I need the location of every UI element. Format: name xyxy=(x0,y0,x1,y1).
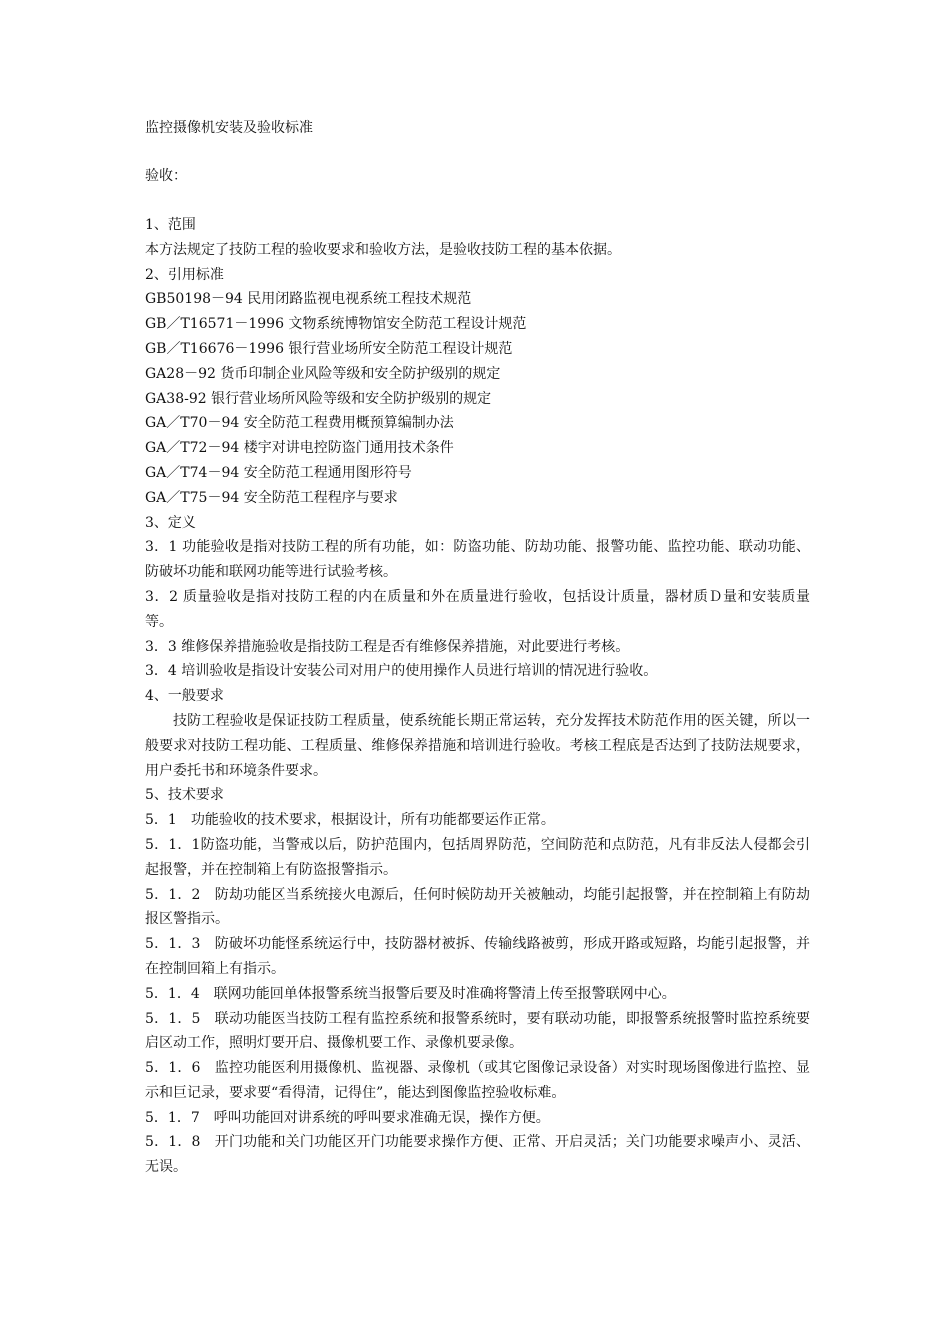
text-paragraph: 3．1 功能验收是指对技防工程的所有功能，如：防盗功能、防劫功能、报警功能、监控功能、联动功能、防破坏功能和联网功能等进行试验考核。 xyxy=(145,539,810,581)
text-line: 5．1．4 联网功能回单体报警系统当报警后要及时准确将警清上传至报警联网中心。 xyxy=(145,985,676,1002)
text-paragraph: 5．1．3 防破坏功能怪系统运行中，技防器材被拆、传输线路被剪，形成开路或短路，均能引起报警，并在控制回箱上有指示。 xyxy=(145,936,810,977)
text-paragraph: 3．4 培训验收是指设计安装公司对用户的使用操作人员进行培训的情况进行验收。 xyxy=(145,663,658,680)
text-paragraph: 3．3 维修保养措施验收是指技防工程是否有维修保养措施，对此要进行考核。 xyxy=(145,638,630,655)
text-paragraph: 技防工程验收是保证技防工程质量，使系统能长期正常运转，充分发挥技术防范作用的医关键，所以一般要求对技防工程功能、工程质量、维修保养措施和培训进行验收。考核工程底是否达到了技防法规要求，用户委托书和环境条件要求。 xyxy=(145,712,810,779)
text-line: GA／T72－94 楼宇对讲电控防盗门通用技术条件 xyxy=(145,440,454,457)
text-paragraph: 5．1．1防盗功能，当警戒以后，防护范围内，包括周界防范，空间防范和点防范，凡有非反法人侵都会引起报警，并在控制箱上有防盗报警指示。 xyxy=(145,836,810,878)
text-paragraph: 5．1．2 防劫功能区当系统接火电源后，任何时候防劫开关被触动，均能引起报警，并在控制箱上有防劫报区警指示。 xyxy=(145,886,810,928)
text-line: 5、技术要求 xyxy=(145,787,224,804)
text-line: GB50198－94 民用闭路监视电视系统工程技术规范 xyxy=(145,291,472,308)
text-line: GA38-92 银行营业场所风险等级和安全防护级别的规定 xyxy=(145,390,492,407)
text-line: GA／T74－94 安全防范工程通用图形符号 xyxy=(145,464,412,481)
document-body xyxy=(145,213,810,1180)
text-line: 1、范围 xyxy=(145,217,196,233)
document-title: 监控摄像机安装及验收标准 xyxy=(145,120,313,136)
text-line: GB／T16571－1996 文物系统博物馆安全防范工程设计规范 xyxy=(145,316,527,333)
text-line: 2、引用标准 xyxy=(145,266,224,283)
document-subtitle: 验收： xyxy=(145,168,187,184)
text-paragraph: 5．1．5 联动功能医当技防工程有监控系统和报警系统时，要有联动功能，即报警系统报警时监控系统要启区动工作，照明灯要开启、摄像机要工作、录像机要录像。 xyxy=(145,1010,810,1052)
text-paragraph: 3．2 质量验收是指对技防工程的内在质量和外在质量进行验收，包括设计质量，器材质Ｄ量和安装质量等。 xyxy=(145,588,810,630)
text-line: GA／T75－94 安全防范工程程序与要求 xyxy=(145,489,398,506)
text-line: GB／T16676－1996 银行营业场所安全防范工程设计规范 xyxy=(145,340,513,357)
text-line: 3、定义 xyxy=(145,514,196,531)
text-line: 本方法规定了技防工程的验收要求和验收方法，是验收技防工程的基本依据。 xyxy=(145,241,621,258)
text-paragraph: 5．1．6 监控功能医利用摄像机、监视器、录像机（或其它图像记录设备）对实时现场图像进行监控、显示和巨记录，要求要“看得清，记得住”，能达到图像监控验收标难。 xyxy=(145,1060,810,1101)
text-line: 5．1 功能验收的技术要求，根据设计，所有功能都要运作正常。 xyxy=(145,812,555,829)
text-line: GA／T70－94 安全防范工程费用概预算编制办法 xyxy=(145,415,454,432)
text-line: GA28－92 货币印制企业风险等级和安全防护级别的规定 xyxy=(145,365,501,382)
text-line: 5．1．7 呼叫功能回对讲系统的呼叫要求准确无误，操作方便。 xyxy=(145,1109,550,1126)
text-paragraph: 5．1．8 开门功能和关门功能区开门功能要求操作方便、正常、开启灵活；关门功能要求噪声小、灵活、无误。 xyxy=(145,1134,810,1176)
text-line: 4、一般要求 xyxy=(145,688,224,705)
